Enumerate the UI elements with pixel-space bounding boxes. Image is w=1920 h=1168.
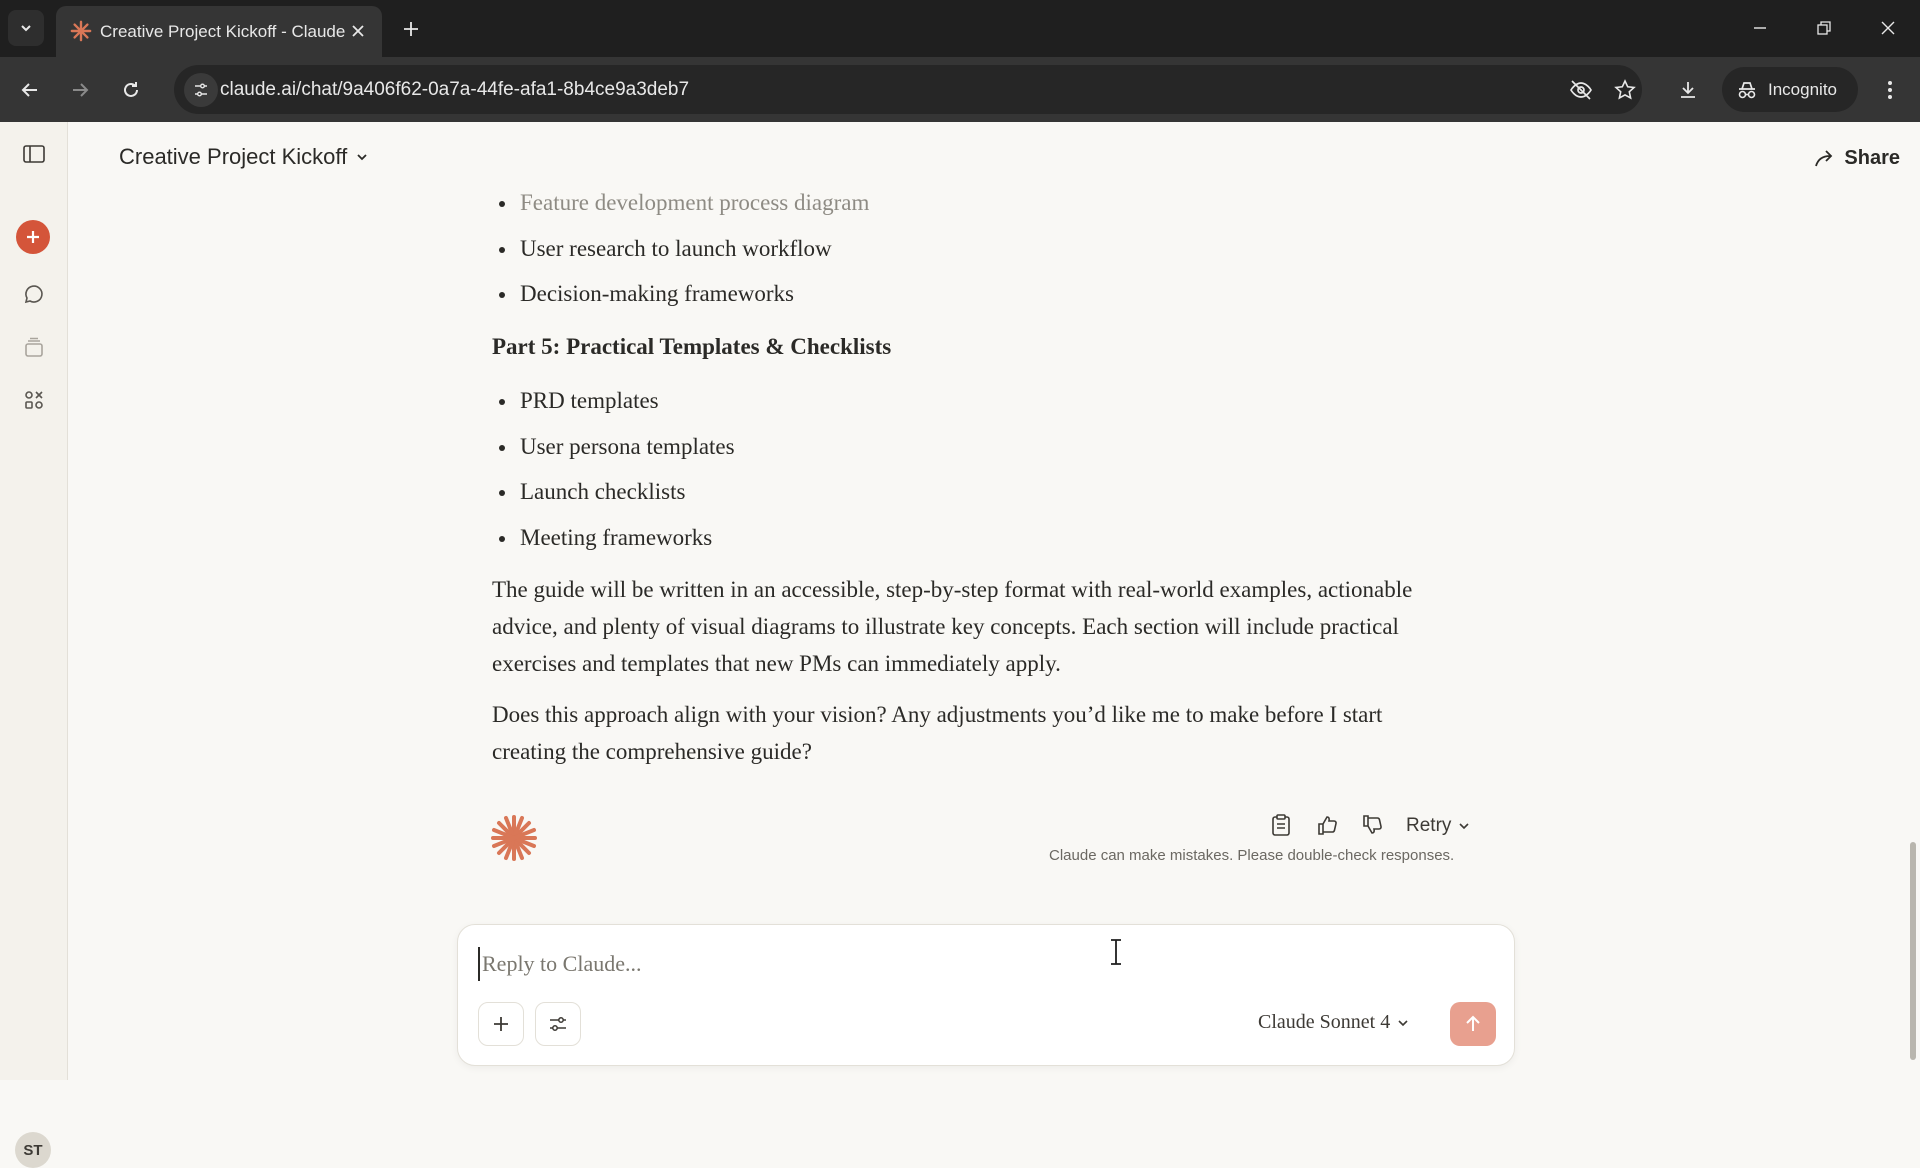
download-icon[interactable] (1670, 72, 1706, 108)
thumbs-down-button[interactable] (1357, 810, 1387, 840)
reload-button[interactable] (113, 72, 149, 108)
model-selector[interactable] (1258, 1011, 1410, 1034)
projects-icon[interactable] (16, 330, 52, 366)
tune-icon (192, 81, 210, 99)
thumbs-up-button[interactable] (1312, 810, 1342, 840)
close-window-button[interactable] (1868, 12, 1908, 44)
bookmark-star-icon[interactable] (1610, 75, 1640, 105)
share-arrow-icon (1814, 148, 1836, 168)
incognito-icon (1736, 80, 1758, 100)
share-label: Share (1844, 146, 1900, 169)
message-paragraph: The guide will be written in an accessible, step-by-step format with real-world examples, actionable advice, and plenty of visual diagrams to illustrate key concepts. Each section will include practical exercises and templates that new PMs can immediately apply. (492, 577, 1413, 676)
forward-button[interactable] (62, 72, 98, 108)
scrollbar-thumb[interactable] (1910, 842, 1916, 1060)
message-paragraph: Does this approach align with your vision? Any adjustments you’d like me to make before I start creating the comprehensive guide? (492, 702, 1383, 764)
list-item: Meeting frameworks (492, 521, 1452, 567)
thumbs-up-icon (1316, 814, 1338, 836)
close-tab-icon[interactable] (346, 19, 370, 43)
list-item: Launch checklists (492, 475, 1452, 521)
sidebar-toggle-icon[interactable] (16, 136, 52, 172)
disclaimer-text: Claude can make mistakes. Please double-check responses. (1049, 847, 1455, 864)
list-item: Decision-making frameworks (492, 277, 1452, 323)
site-info-button[interactable] (184, 73, 218, 107)
browser-toolbar (0, 57, 1920, 122)
add-attachment-button[interactable] (478, 1002, 524, 1046)
scrollbar[interactable] (1906, 192, 1920, 1080)
arrow-right-icon (70, 80, 90, 100)
copy-button[interactable] (1266, 810, 1296, 840)
share-button[interactable] (1814, 142, 1900, 174)
reload-icon (121, 80, 141, 100)
tools-button[interactable] (535, 1002, 581, 1046)
list-item: PRD templates (492, 384, 1452, 430)
reply-input[interactable] (478, 947, 1478, 981)
restore-icon (1816, 20, 1832, 36)
browser-menu-icon[interactable] (1872, 72, 1908, 108)
browser-tab[interactable] (56, 6, 382, 57)
url-text: claude.ai/chat/9a406f62-0a7a-44fe-afa1-8b4ce9a3deb7 (220, 79, 690, 100)
list-item: User research to launch workflow (492, 232, 1452, 278)
claude-logo-icon (490, 814, 538, 862)
app-sidebar (0, 122, 68, 1159)
chats-icon[interactable] (16, 278, 52, 314)
send-button[interactable] (1450, 1002, 1496, 1046)
plus-icon (402, 20, 420, 38)
minimize-icon (1752, 20, 1768, 36)
text-cursor-icon (1108, 938, 1124, 966)
conversation-header (69, 122, 1920, 192)
list-item: Feature development process diagram (492, 186, 1452, 232)
arrow-left-icon (20, 80, 40, 100)
arrow-up-icon (1464, 1014, 1482, 1034)
list-item: User persona templates (492, 430, 1452, 476)
conversation-title-button[interactable] (119, 144, 369, 170)
copy-icon (1271, 813, 1291, 837)
new-tab-button[interactable] (396, 14, 426, 44)
part5-bullet-list (492, 384, 1452, 566)
thumbs-down-icon (1361, 814, 1383, 836)
reply-composer (457, 924, 1515, 1066)
chevron-down-icon (355, 150, 369, 164)
incognito-button[interactable] (1722, 67, 1858, 112)
chevron-down-icon (1396, 1016, 1410, 1030)
part5-heading: Part 5: Practical Templates & Checklists (492, 334, 892, 359)
plus-icon (25, 229, 41, 245)
close-icon (1880, 20, 1896, 36)
tab-search-button[interactable] (8, 10, 44, 46)
conversation-title: Creative Project Kickoff (119, 144, 348, 169)
tab-title: Creative Project Kickoff - Claude (100, 22, 346, 41)
incognito-label: Incognito (1768, 79, 1837, 99)
sliders-icon (548, 1015, 568, 1033)
address-bar[interactable] (174, 65, 1642, 114)
restore-button[interactable] (1804, 12, 1844, 44)
retry-button[interactable] (1406, 812, 1471, 840)
chevron-down-icon (18, 20, 34, 36)
claude-favicon-icon (70, 20, 92, 42)
retry-label: Retry (1406, 815, 1452, 836)
minimize-button[interactable] (1740, 12, 1780, 44)
avatar[interactable]: ST (15, 1132, 51, 1168)
browser-tab-bar (0, 0, 1920, 57)
plus-icon (492, 1015, 510, 1033)
back-button[interactable] (12, 72, 48, 108)
artifacts-icon[interactable] (16, 382, 52, 418)
part4-bullet-list (492, 186, 1452, 323)
model-label: Claude Sonnet 4 (1258, 1011, 1391, 1033)
new-chat-button[interactable] (16, 220, 50, 254)
chevron-down-icon (1457, 819, 1471, 833)
eye-off-icon[interactable] (1566, 75, 1596, 105)
